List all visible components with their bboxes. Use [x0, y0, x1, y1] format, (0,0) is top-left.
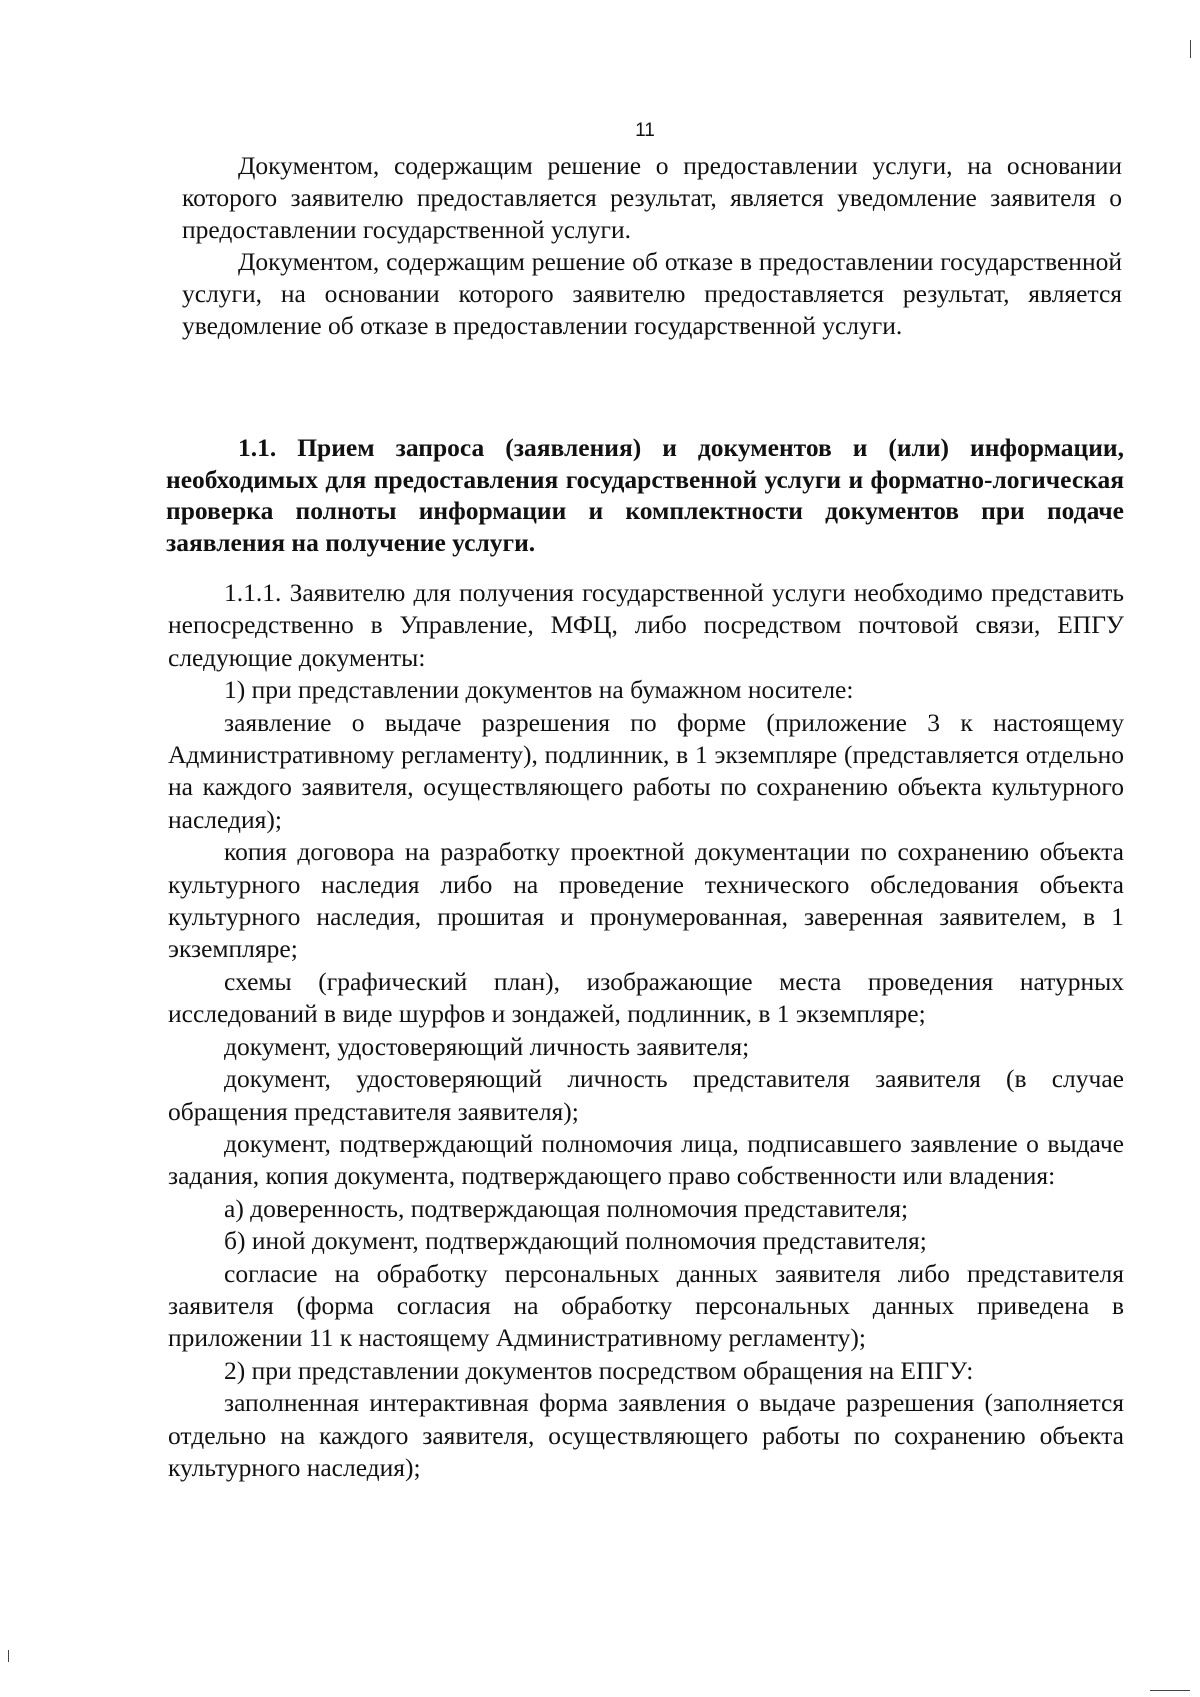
body-paragraph: копия договора на разработку проектной документации по сохранению объекта культурного наследия либо на проведение технического обследования объекта культурного наследия, прошитая и пронумерованная, заверенная заявителем, в 1 экземпляре; [168, 837, 1124, 964]
body-paragraph: согласие на обработку персональных данных заявителя либо представителя заявителя (форма согласия на обработку персональных данных приведена в приложении 11 к настоящему Административному регламенту); [168, 1258, 1124, 1353]
page-number: 11 [635, 120, 655, 141]
section-heading: 1.1. Прием запроса (заявления) и документов и (или) информации, необходимых для предоставления государственной услуги и форматно-логическая проверка полноты информации и комплектности документов при подаче заявления на получение услуги. [166, 433, 1124, 557]
body-paragraph: схемы (графический план), изображающие места проведения натурных исследований в виде шурфов и зондажей, подлинник, в 1 экземпляре; [168, 966, 1124, 1029]
body-section [168, 577, 1124, 1484]
scan-artifact [1150, 1690, 1190, 1691]
body-paragraph: 1) при представлении документов на бумажном носителе: [224, 675, 854, 705]
body-paragraph: заполненная интерактивная форма заявления о выдаче разрешения (заполняется отдельно на каждого заявителя, осуществляющего работы по сохранению объекта культурного наследия); [168, 1388, 1124, 1482]
intro-section [182, 150, 1122, 342]
body-paragraph: документ, подтверждающий полномочия лица, подписавшего заявление о выдаче задания, копия документа, подтверждающего право собственности или владения: [168, 1128, 1124, 1191]
body-paragraph: 2) при представлении документов посредством обращения на ЕПГУ: [224, 1355, 974, 1385]
body-paragraph: а) доверенность, подтверждающая полномочия представителя; [224, 1193, 909, 1223]
body-paragraph: документ, удостоверяющий личность заявителя; [224, 1031, 750, 1061]
body-paragraph: б) иной документ, подтверждающий полномочия представителя; [224, 1226, 927, 1256]
intro-paragraph: Документом, содержащим решение о предоставлении услуги, на основании которого заявителю предоставляется результат, является уведомление заявителя о предоставлении государственной услуги. [182, 151, 1122, 244]
body-paragraph: 1.1.1. Заявителю для получения государственной услуги необходимо представить непосредственно в Управление, МФЦ, либо посредством почтовой связи, ЕПГУ следующие документы: [168, 578, 1124, 672]
scan-artifact [8, 1650, 9, 1662]
intro-paragraph: Документом, содержащим решение об отказе в предоставлении государственной услуги, на основании которого заявителю предоставляется результат, является уведомление об отказе в предоставлении государственной услуги. [182, 247, 1122, 340]
scan-artifact [1190, 40, 1191, 58]
body-paragraph: документ, удостоверяющий личность представителя заявителя (в случае обращения представителя заявителя); [168, 1064, 1124, 1126]
body-paragraph: заявление о выдаче разрешения по форме (приложение 3 к настоящему Административному регламенту), подлинник, в 1 экземпляре (представляется отдельно на каждого заявителя, осуществляющего работы по сохранению объекта культурного наследия); [168, 707, 1124, 834]
